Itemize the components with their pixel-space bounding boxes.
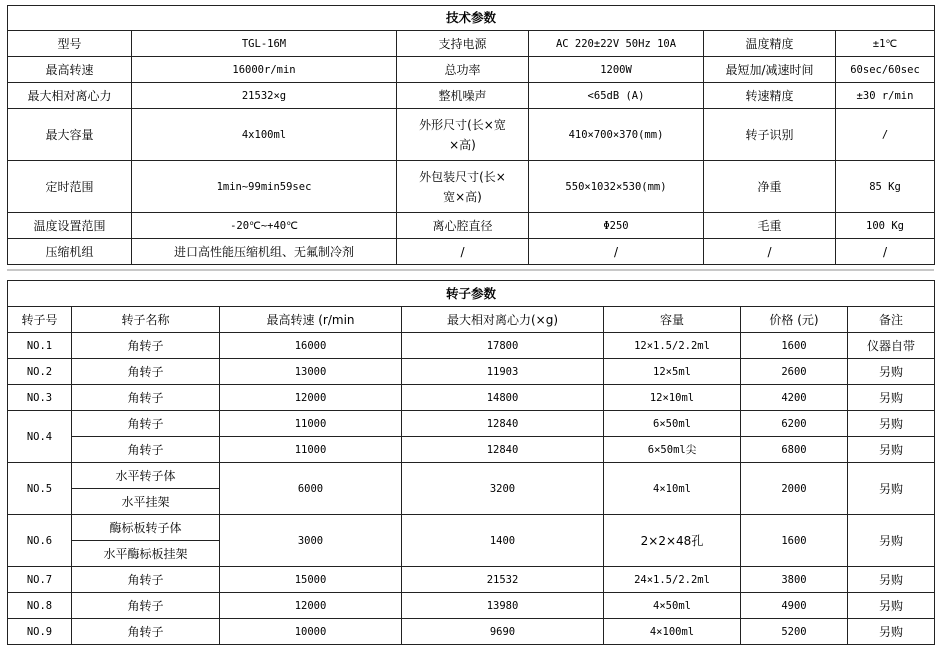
rotor-no: NO.3 xyxy=(8,385,72,411)
rotor-header-cell: 转子号 xyxy=(8,307,72,333)
rotor-capacity: 6×50ml尖 xyxy=(604,437,741,463)
rotor-capacity: 24×1.5/2.2ml xyxy=(604,567,741,593)
rotor-price: 6800 xyxy=(741,437,848,463)
rotor-price: 6200 xyxy=(741,411,848,437)
tech-value: Φ250 xyxy=(529,213,704,239)
rotor-speed: 3000 xyxy=(220,515,402,567)
rotor-note: 另购 xyxy=(848,567,935,593)
tech-value: <65dB (A) xyxy=(529,83,704,109)
rotor-speed: 6000 xyxy=(220,463,402,515)
rotor-note: 另购 xyxy=(848,619,935,645)
tech-value: 1min~99min59sec xyxy=(132,161,397,213)
rotor-name: 角转子 xyxy=(72,333,220,359)
rotor-name: 角转子 xyxy=(72,385,220,411)
rotor-header-cell: 最高转速 (r/min xyxy=(220,307,402,333)
tech-label: 毛重 xyxy=(704,213,836,239)
table-row xyxy=(8,515,935,541)
rotor-capacity: 12×10ml xyxy=(604,385,741,411)
rotor-header-cell: 容量 xyxy=(604,307,741,333)
tech-value: AC 220±22V 50Hz 10A xyxy=(529,31,704,57)
rotor-capacity: 6×50ml xyxy=(604,411,741,437)
tech-label: 离心腔直径 xyxy=(397,213,529,239)
rotor-note: 另购 xyxy=(848,463,935,515)
rotor-rcf: 17800 xyxy=(402,333,604,359)
tech-value: 410×700×370(mm) xyxy=(529,109,704,161)
rotor-rcf: 14800 xyxy=(402,385,604,411)
rotor-note: 另购 xyxy=(848,411,935,437)
rotor-no: NO.5 xyxy=(8,463,72,515)
rotor-header-cell: 最大相对离心力(×g) xyxy=(402,307,604,333)
rotor-header-cell: 价格 (元) xyxy=(741,307,848,333)
tech-value: / xyxy=(836,239,935,265)
rotor-rcf: 13980 xyxy=(402,593,604,619)
rotor-note: 另购 xyxy=(848,437,935,463)
tech-label: 净重 xyxy=(704,161,836,213)
rotor-header-cell: 转子名称 xyxy=(72,307,220,333)
rotor-no: NO.9 xyxy=(8,619,72,645)
tech-value: 4x100ml xyxy=(132,109,397,161)
tech-label: 最短加/减速时间 xyxy=(704,57,836,83)
tech-value: TGL-16M xyxy=(132,31,397,57)
rotor-name: 酶标板转子体 xyxy=(72,515,220,541)
tech-value: 85 Kg xyxy=(836,161,935,213)
tech-value: ±1℃ xyxy=(836,31,935,57)
rotor-rcf: 11903 xyxy=(402,359,604,385)
rotor-rcf: 21532 xyxy=(402,567,604,593)
tech-label: 型号 xyxy=(8,31,132,57)
tech-value: 1200W xyxy=(529,57,704,83)
rotor-speed: 11000 xyxy=(220,437,402,463)
rotor-speed: 12000 xyxy=(220,593,402,619)
tech-label: 定时范围 xyxy=(8,161,132,213)
rotor-price: 5200 xyxy=(741,619,848,645)
tech-label: 温度精度 xyxy=(704,31,836,57)
rotor-note: 另购 xyxy=(848,515,935,567)
tech-value: 16000r/min xyxy=(132,57,397,83)
tech-label: 整机噪声 xyxy=(397,83,529,109)
rotor-rcf: 1400 xyxy=(402,515,604,567)
table-row xyxy=(8,359,935,385)
rotor-price: 1600 xyxy=(741,515,848,567)
tech-label: 支持电源 xyxy=(397,31,529,57)
tech-params-table xyxy=(7,5,935,265)
tech-value: -20℃~+40℃ xyxy=(132,213,397,239)
rotor-note: 另购 xyxy=(848,593,935,619)
tech-value: / xyxy=(529,239,704,265)
table-row xyxy=(8,333,935,359)
rotor-note: 另购 xyxy=(848,385,935,411)
tech-value: 21532×g xyxy=(132,83,397,109)
table-row xyxy=(8,567,935,593)
rotor-name: 角转子 xyxy=(72,619,220,645)
rotor-speed: 11000 xyxy=(220,411,402,437)
table-row xyxy=(8,385,935,411)
rotor-name: 水平转子体 xyxy=(72,463,220,489)
rotor-price: 2600 xyxy=(741,359,848,385)
rotor-price: 4200 xyxy=(741,385,848,411)
table-row xyxy=(8,411,935,437)
tech-label: 外形尺寸(长×宽×高) xyxy=(397,109,529,161)
rotor-price: 2000 xyxy=(741,463,848,515)
rotor-capacity: 4×10ml xyxy=(604,463,741,515)
rotor-rcf: 3200 xyxy=(402,463,604,515)
rotor-name: 角转子 xyxy=(72,359,220,385)
section-divider xyxy=(7,269,934,271)
rotor-price: 1600 xyxy=(741,333,848,359)
rotor-speed: 15000 xyxy=(220,567,402,593)
rotor-name: 水平酶标板挂架 xyxy=(72,541,220,567)
tech-value: 60sec/60sec xyxy=(836,57,935,83)
tech-value: / xyxy=(397,239,529,265)
rotor-capacity: 4×100ml xyxy=(604,619,741,645)
rotor-note: 另购 xyxy=(848,359,935,385)
rotor-no: NO.7 xyxy=(8,567,72,593)
rotor-price: 3800 xyxy=(741,567,848,593)
rotor-rcf: 9690 xyxy=(402,619,604,645)
tech-label: 最大容量 xyxy=(8,109,132,161)
tech-value: ±30 r/min xyxy=(836,83,935,109)
rotor-no: NO.2 xyxy=(8,359,72,385)
rotor-no: NO.4 xyxy=(8,411,72,463)
tech-label: 温度设置范围 xyxy=(8,213,132,239)
rotor-price: 4900 xyxy=(741,593,848,619)
table-row xyxy=(8,437,935,463)
tech-label: 最高转速 xyxy=(8,57,132,83)
rotor-rcf: 12840 xyxy=(402,437,604,463)
tech-label: 转子识别 xyxy=(704,109,836,161)
table-row xyxy=(8,619,935,645)
tech-params-title: 技术参数 xyxy=(8,6,935,31)
rotor-speed: 16000 xyxy=(220,333,402,359)
tech-label: 总功率 xyxy=(397,57,529,83)
rotor-rcf: 12840 xyxy=(402,411,604,437)
tech-value: 进口高性能压缩机组、无氟制冷剂 xyxy=(132,239,397,265)
rotor-capacity: 12×5ml xyxy=(604,359,741,385)
rotor-name: 角转子 xyxy=(72,567,220,593)
rotor-name: 角转子 xyxy=(72,593,220,619)
tech-label: 转速精度 xyxy=(704,83,836,109)
rotor-header-cell: 备注 xyxy=(848,307,935,333)
tech-value: / xyxy=(836,109,935,161)
rotor-speed: 13000 xyxy=(220,359,402,385)
rotor-speed: 12000 xyxy=(220,385,402,411)
rotor-capacity: 4×50ml xyxy=(604,593,741,619)
tech-value: 550×1032×530(mm) xyxy=(529,161,704,213)
table-row xyxy=(8,593,935,619)
tech-label: 压缩机组 xyxy=(8,239,132,265)
rotor-capacity: 12×1.5/2.2ml xyxy=(604,333,741,359)
tech-value: 100 Kg xyxy=(836,213,935,239)
rotor-name: 角转子 xyxy=(72,411,220,437)
tech-value: / xyxy=(704,239,836,265)
tech-label: 外包装尺寸(长×宽×高) xyxy=(397,161,529,213)
rotor-no: NO.6 xyxy=(8,515,72,567)
table-row xyxy=(8,463,935,489)
rotor-params-title: 转子参数 xyxy=(8,281,935,307)
rotor-name: 水平挂架 xyxy=(72,489,220,515)
rotor-no: NO.8 xyxy=(8,593,72,619)
rotor-name: 角转子 xyxy=(72,437,220,463)
rotor-capacity: 2×2×48孔 xyxy=(604,515,741,567)
tech-label: 最大相对离心力 xyxy=(8,83,132,109)
rotor-no: NO.1 xyxy=(8,333,72,359)
rotor-note: 仪器自带 xyxy=(848,333,935,359)
rotor-speed: 10000 xyxy=(220,619,402,645)
rotor-params-table xyxy=(7,280,935,645)
